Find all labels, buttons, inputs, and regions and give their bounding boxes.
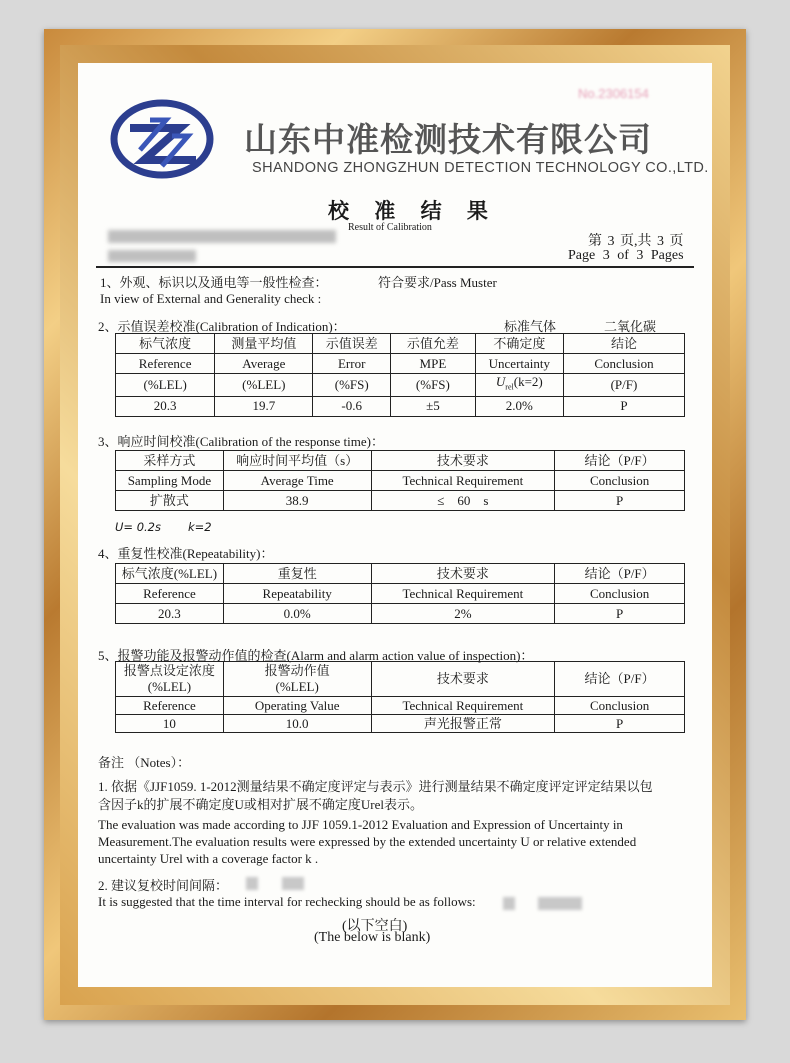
redacted-certificate-label xyxy=(108,250,196,262)
note1-en-line2: Measurement.The evaluation results were expressed by the extended uncertainty U or relative extended xyxy=(98,834,637,849)
table-cell: Conclusion xyxy=(555,471,685,491)
table-cell: 测量平均值 xyxy=(215,334,313,354)
table-cell: Conclusion xyxy=(555,697,685,715)
note1-cn-line1: 1. 依据《JJF1059. 1-2012测量结果不确定度评定与表示》进行测量结果不确定度评定评定结果以包 xyxy=(98,779,653,794)
table-cell: 技术要求 xyxy=(371,451,555,471)
cell-line: 报警动作值 xyxy=(264,663,330,678)
uncertainty-footnote: U= 0.2s xyxy=(115,520,161,534)
table-cell: 响应时间平均值（s） xyxy=(223,451,371,471)
table-cell: 2% xyxy=(371,604,555,624)
section2-heading: 2、示值误差校准(Calibration of Indication)： xyxy=(98,319,346,334)
table-cell: P xyxy=(555,604,685,624)
table-cell: 重复性 xyxy=(223,564,371,584)
table-row xyxy=(116,396,685,416)
page-number-cn: 第 3 页,共 3 页 xyxy=(588,234,684,249)
table-cell: Sampling Mode xyxy=(116,471,224,491)
table-cell: Technical Requirement xyxy=(371,471,555,491)
coverage-factor-footnote: k=2 xyxy=(188,520,212,534)
table-cell: 标气浓度(%LEL) xyxy=(116,564,224,584)
table-row xyxy=(116,491,685,511)
table-cell: Technical Requirement xyxy=(371,697,555,715)
uncertainty-subscript: rel xyxy=(505,382,514,392)
table-cell: (P/F) xyxy=(563,374,684,397)
table-row xyxy=(116,564,685,584)
section3-heading: 3、响应时间校准(Calibration of the response time)： xyxy=(98,434,384,449)
table-row xyxy=(116,374,685,397)
company-name-en: SHANDONG ZHONGZHUN DETECTION TECHNOLOGY CO.,LTD. xyxy=(252,160,709,176)
redacted-certificate-no xyxy=(108,230,336,243)
section4-heading: 4、重复性校准(Repeatability)： xyxy=(98,546,274,561)
table-cell: Conclusion xyxy=(555,584,685,604)
table-cell: Average Time xyxy=(223,471,371,491)
note1-cn-line2: 含因子k的扩展不确定度U或相对扩展不确定度Urel表示。 xyxy=(98,797,423,812)
table-row xyxy=(116,471,685,491)
section1-heading-cn: 1、外观、标识以及通电等一般性检查： xyxy=(100,275,328,290)
note1-en-line3: uncertainty Urel with a coverage factor k . xyxy=(98,851,319,866)
table-cell: 10 xyxy=(116,715,224,733)
table-cell: Technical Requirement xyxy=(371,584,555,604)
table-cell: 不确定度 xyxy=(475,334,563,354)
company-name-cn: 山东中准检测技术有限公司 xyxy=(244,120,652,159)
table-cell: 0.0% xyxy=(223,604,371,624)
gas-value: 二氧化碳 xyxy=(604,319,657,334)
redacted-interval-2 xyxy=(282,877,304,890)
table-row xyxy=(116,604,685,624)
document-title: 校 准 结 果 xyxy=(328,199,497,223)
table-cell: 19.7 xyxy=(215,396,313,416)
table-cell: P xyxy=(555,491,685,511)
redacted-interval-1 xyxy=(246,877,258,890)
gas-label: 标准气体 xyxy=(504,319,557,334)
table-cell: 10.0 xyxy=(223,715,371,733)
note1-en-line1: The evaluation was made according to JJF 1059.1-2012 Evaluation and Expression of Uncertainty in xyxy=(98,817,623,832)
alarm-table xyxy=(115,661,685,733)
table-cell: 声光报警正常 xyxy=(371,715,555,733)
note2-en: It is suggested that the time interval for rechecking should be as follows: xyxy=(98,894,476,909)
repeatability-table xyxy=(115,563,685,624)
indication-table xyxy=(115,333,685,417)
table-cell: Repeatability xyxy=(223,584,371,604)
table-row xyxy=(116,697,685,715)
table-row xyxy=(116,584,685,604)
table-cell: 20.3 xyxy=(116,604,224,624)
table-cell: Reference xyxy=(116,584,224,604)
table-cell: -0.6 xyxy=(313,396,391,416)
table-row xyxy=(116,662,685,697)
table-cell: (%FS) xyxy=(391,374,476,397)
blank-marker-en: (The below is blank) xyxy=(314,930,431,945)
page-number-en: Page 3 of 3 Pages xyxy=(568,248,684,263)
uncertainty-k: (k=2) xyxy=(513,374,543,389)
table-cell: Reference xyxy=(116,697,224,715)
table-cell: P xyxy=(563,396,684,416)
table-row xyxy=(116,334,685,354)
table-cell: 扩散式 xyxy=(116,491,224,511)
table-cell: Uncertainty xyxy=(475,354,563,374)
cell-line: 报警点设定浓度 xyxy=(123,663,215,678)
header-divider xyxy=(96,266,694,268)
blank-marker-cn: (以下空白) xyxy=(342,919,408,934)
document-subtitle: Result of Calibration xyxy=(348,222,432,233)
table-cell xyxy=(223,662,371,697)
section1-heading-en: In view of External and Generality check : xyxy=(100,291,322,306)
table-cell: 20.3 xyxy=(116,396,215,416)
table-cell: (%LEL) xyxy=(116,374,215,397)
table-cell: ±5 xyxy=(391,396,476,416)
table-cell: 采样方式 xyxy=(116,451,224,471)
table-cell: Conclusion xyxy=(563,354,684,374)
section5-heading: 5、报警功能及报警动作值的检查(Alarm and alarm action value of inspection)： xyxy=(98,648,534,663)
uncertainty-symbol: U xyxy=(495,374,506,389)
table-cell: 标气浓度 xyxy=(116,334,215,354)
table-cell: 技术要求 xyxy=(371,662,555,697)
redacted-interval-3 xyxy=(503,897,515,910)
table-cell: 示值误差 xyxy=(313,334,391,354)
table-cell: (%FS) xyxy=(313,374,391,397)
table-cell: 38.9 xyxy=(223,491,371,511)
cell-line: (%LEL) xyxy=(147,679,192,694)
table-cell: ≤ 60 s xyxy=(371,491,555,511)
table-cell: P xyxy=(555,715,685,733)
table-cell xyxy=(116,662,224,697)
redacted-interval-4 xyxy=(538,897,582,910)
table-cell: 2.0% xyxy=(475,396,563,416)
table-row xyxy=(116,451,685,471)
table-cell: 示值允差 xyxy=(391,334,476,354)
section1-result: 符合要求/Pass Muster xyxy=(378,275,497,290)
table-cell: Average xyxy=(215,354,313,374)
company-logo-icon xyxy=(110,98,214,180)
response-time-table xyxy=(115,450,685,511)
table-cell: Reference xyxy=(116,354,215,374)
table-cell: MPE xyxy=(391,354,476,374)
table-cell: Operating Value xyxy=(223,697,371,715)
table-cell: 结论（P/F） xyxy=(555,662,685,697)
notes-heading: 备注 （Notes）： xyxy=(98,755,191,770)
table-row xyxy=(116,354,685,374)
table-cell: 结论（P/F） xyxy=(555,564,685,584)
table-cell: (%LEL) xyxy=(215,374,313,397)
serial-number: No.2306154 xyxy=(578,86,649,101)
cell-line: (%LEL) xyxy=(275,679,319,694)
table-cell: 技术要求 xyxy=(371,564,555,584)
table-row xyxy=(116,715,685,733)
uncertainty-unit-cell xyxy=(475,374,563,397)
table-cell: 结论（P/F） xyxy=(555,451,685,471)
table-cell: Error xyxy=(313,354,391,374)
note2-cn: 2. 建议复校时间间隔： xyxy=(98,878,229,893)
table-cell: 结论 xyxy=(563,334,684,354)
